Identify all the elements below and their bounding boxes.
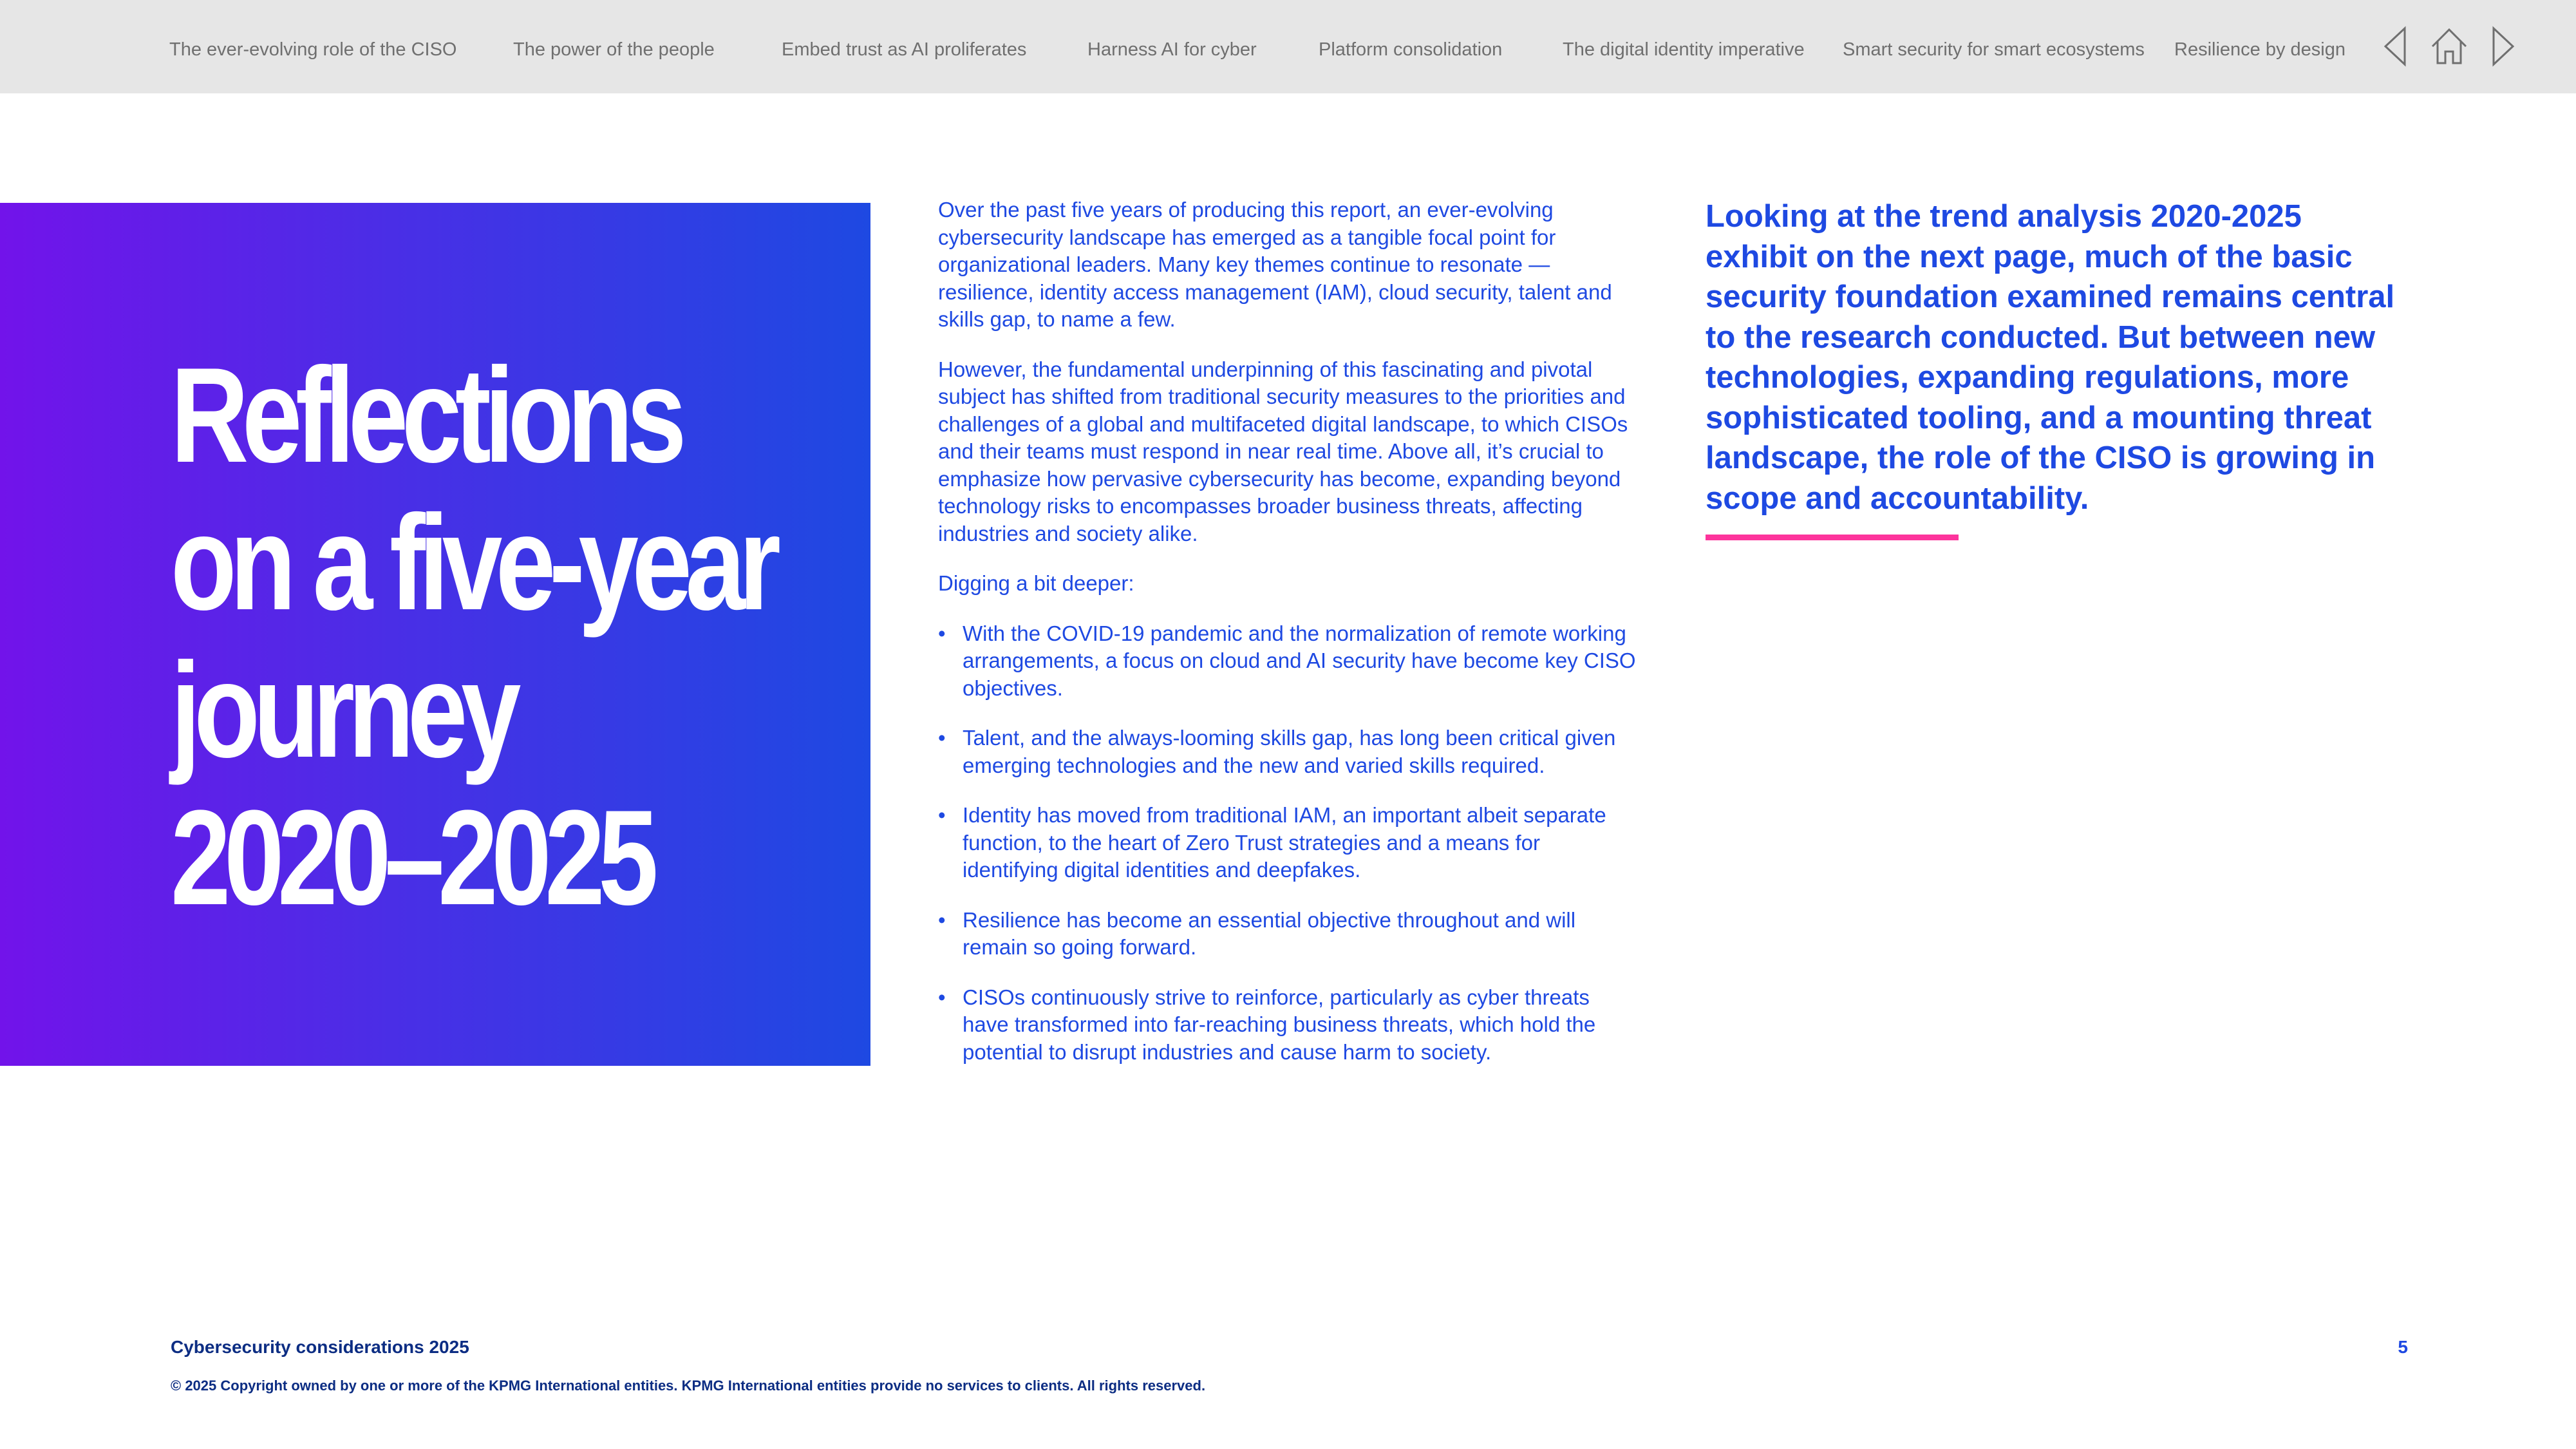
bullet-item (938, 724, 1641, 779)
pull-quote-accent-rule (1706, 535, 1959, 540)
page-title-line: Reflections (171, 339, 681, 491)
home-icon[interactable] (2429, 26, 2470, 67)
nav-item-platform-consolidation[interactable]: Platform consolidation (1319, 39, 1503, 60)
bullet-text: Resilience has become an essential objective throughout and will remain so going forward. (963, 907, 1576, 959)
bullet-dot-icon: • (938, 726, 946, 750)
footer-report-title: Cybersecurity considerations 2025 (171, 1337, 469, 1357)
nav-item-ever-evolving-role-of-the-ciso[interactable]: The ever-evolving role of the CISO (169, 39, 457, 60)
bullet-dot-icon: • (938, 621, 946, 645)
bullet-text: With the COVID-19 pandemic and the normalization of remote working arrangements, a focus on cloud and AI security have become key CISO objectives. (963, 621, 1636, 700)
body-paragraph: Over the past five years of producing this report, an ever-evolving cybersecurity landscape has emerged as a tangible focal point for organizational leaders. Many key themes continue to resonate — resilience, identity access management (IAM), cloud security, talent and skills gap, to name a few. (938, 198, 1612, 331)
body-paragraph: Digging a bit deeper: (938, 571, 1134, 595)
previous-page-icon[interactable] (2382, 26, 2408, 67)
body-paragraph: However, the fundamental underpinning of this fascinating and pivotal subject has shifted from traditional security measures to the priorities and challenges of a global and multifaceted digital landscape, to which CISOs and their teams must respond in near real time. Above all, it’s crucial to emphasize how pervasive cybersecurity has become, expanding beyond technology risks to encompasses broader business threats, affecting industries and society alike. (938, 357, 1628, 545)
page-number: 5 (2398, 1337, 2408, 1357)
bullet-item (938, 802, 1641, 884)
nav-item-smart-security-for-smart-ecosystems[interactable]: Smart security for smart ecosystems (1843, 39, 2145, 60)
page-title-line: journey (171, 634, 514, 786)
page-title-line: on a five-year (171, 487, 775, 638)
bullet-dot-icon: • (938, 907, 946, 932)
nav-item-power-of-the-people[interactable]: The power of the people (513, 39, 715, 60)
top-navigation-bar (0, 0, 2576, 93)
copyright-notice: © 2025 Copyright owned by one or more of the KPMG International entities. KPMG International entities provide no services to clients. All rights reserved. (171, 1378, 1206, 1394)
nav-item-embed-trust-as-ai-proliferates[interactable]: Embed trust as AI proliferates (782, 39, 1027, 60)
bullet-item (938, 620, 1641, 703)
bullet-text: Talent, and the always-looming skills gap, has long been critical given emerging technologies and the new and varied skills required. (963, 726, 1616, 777)
body-text-column (938, 196, 1641, 1088)
page-title (171, 341, 866, 931)
bullet-list (938, 620, 1641, 1066)
bullet-item (938, 984, 1641, 1066)
nav-item-digital-identity-imperative[interactable]: The digital identity imperative (1563, 39, 1805, 60)
page-title-line: 2020–2025 (171, 782, 652, 933)
bullet-dot-icon: • (938, 985, 946, 1009)
bullet-text: CISOs continuously strive to reinforce, particularly as cyber threats have transformed into far-reaching business threats, which hold the potential to disrupt industries and cause harm to society. (963, 985, 1596, 1064)
nav-item-resilience-by-design[interactable]: Resilience by design (2174, 39, 2346, 60)
pull-quote: Looking at the trend analysis 2020-2025 exhibit on the next page, much of the basic security foundation examined remains central to the research conducted. But between new technologies, expanding regulations, more sophisticated tooling, and a mounting threat landscape, the role of the CISO is growing in scope and accountability. (1706, 199, 2395, 516)
next-page-icon[interactable] (2490, 26, 2516, 67)
bullet-item (938, 907, 1641, 961)
nav-item-harness-ai-for-cyber[interactable]: Harness AI for cyber (1087, 39, 1257, 60)
bullet-dot-icon: • (938, 803, 946, 827)
bullet-text: Identity has moved from traditional IAM, an important albeit separate function, to the heart of Zero Trust strategies and a means for identifying digital identities and deepfakes. (963, 803, 1606, 882)
